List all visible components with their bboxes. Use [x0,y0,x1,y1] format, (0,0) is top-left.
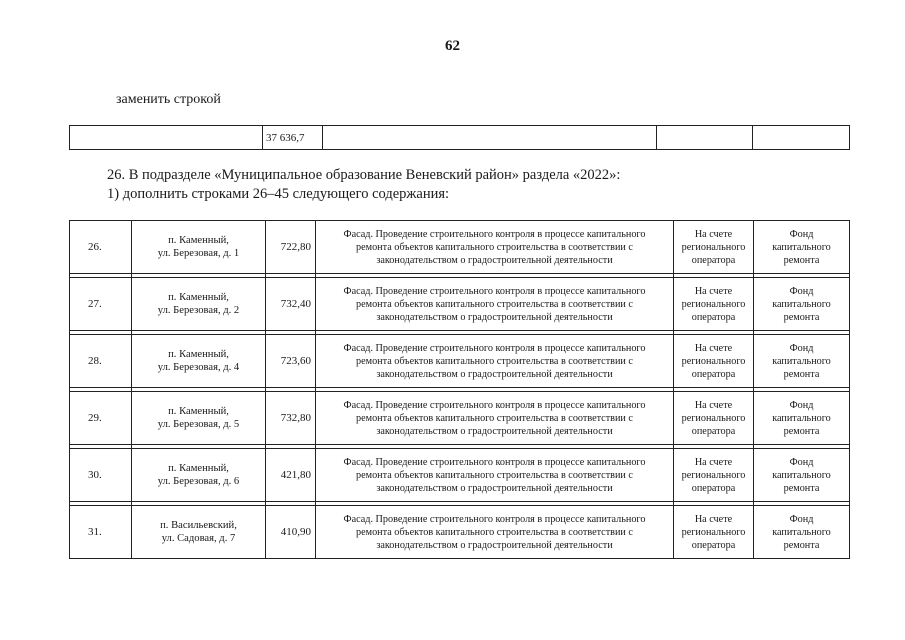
address-cell-line: ул. Березовая, д. 2 [157,305,240,316]
summary-row [70,126,850,150]
account-cell-line: регионального [681,241,746,253]
row-number: 27. [70,278,132,331]
work-description-cell-line: Фасад. Проведение строительного контроля в процессе капитального [343,456,646,468]
account-cell-line: оператора [691,311,736,323]
summary-cell-work [323,126,657,150]
fund-cell [754,221,850,274]
work-description-cell-line: законодательством о градостроительной деятельности [376,311,613,323]
address-cell-line: ул. Березовая, д. 4 [157,362,240,373]
address-cell [132,506,266,559]
area-cell: 723,60 [266,335,316,388]
fund-cell-line: ремонта [783,425,820,437]
fund-cell [754,335,850,388]
fund-cell-line: ремонта [783,539,820,551]
account-cell [674,392,754,445]
work-description-cell-line: законодательством о градостроительной деятельности [376,425,613,437]
fund-cell [754,392,850,445]
address-cell-line: п. Каменный, [168,406,229,417]
table-row [70,335,850,388]
work-description-cell-line: законодательством о градостроительной деятельности [376,539,613,551]
address-cell-line: п. Каменный, [168,463,229,474]
account-cell-line: оператора [691,368,736,380]
address-cell [132,392,266,445]
account-cell-line: На счете [694,228,733,240]
account-cell-line: оператора [691,425,736,437]
work-description-cell-line: Фасад. Проведение строительного контроля в процессе капитального [343,285,646,297]
address-cell-line: ул. Березовая, д. 6 [157,476,240,487]
account-cell-line: На счете [694,342,733,354]
area-cell: 722,80 [266,221,316,274]
row-number: 31. [70,506,132,559]
account-cell-line: регионального [681,298,746,310]
data-table [69,220,850,559]
work-description-cell-line: ремонта объектов капитального строительства в соответствии с [356,526,633,538]
fund-cell-line: ремонта [783,368,820,380]
address-cell [132,449,266,502]
area-cell: 421,80 [266,449,316,502]
account-cell-line: регионального [681,412,746,424]
work-description-cell [316,506,674,559]
address-cell [132,278,266,331]
account-cell-line: На счете [694,456,733,468]
account-cell-line: На счете [694,285,733,297]
work-description-cell-line: Фасад. Проведение строительного контроля в процессе капитального [343,342,646,354]
data-table-body [70,221,850,559]
fund-cell-line: капитального [772,355,831,367]
fund-cell-line: капитального [772,412,831,424]
work-description-cell [316,392,674,445]
table-row [70,278,850,331]
table-row [70,449,850,502]
address-cell-line: ул. Березовая, д. 5 [157,419,240,430]
section-heading [107,166,620,204]
address-cell-line: п. Васильевский, [160,520,237,531]
work-description-cell [316,278,674,331]
work-description-cell-line: ремонта объектов капитального строительства в соответствии с [356,355,633,367]
summary-cell-name [70,126,263,150]
row-number: 29. [70,392,132,445]
work-description-cell-line: законодательством о градостроительной деятельности [376,482,613,494]
section-heading-line-2: 1) дополнить строками 26–45 следующего содержания: [107,186,450,202]
work-description-cell [316,335,674,388]
work-description-cell-line: ремонта объектов капитального строительства в соответствии с [356,469,633,481]
work-description-cell-line: ремонта объектов капитального строительства в соответствии с [356,298,633,310]
fund-cell-line: Фонд [789,342,814,354]
account-cell-line: На счете [694,513,733,525]
fund-cell-line: Фонд [789,228,814,240]
fund-cell-line: Фонд [789,456,814,468]
row-number: 30. [70,449,132,502]
address-cell-line: п. Каменный, [168,292,229,303]
address-cell-line: п. Каменный, [168,349,229,360]
table-row [70,221,850,274]
work-description-cell [316,221,674,274]
account-cell-line: регионального [681,355,746,367]
work-description-cell-line: Фасад. Проведение строительного контроля в процессе капитального [343,399,646,411]
account-cell [674,506,754,559]
fund-cell [754,449,850,502]
fund-cell-line: капитального [772,469,831,481]
address-cell [132,221,266,274]
replace-instruction: заменить строкой [116,92,221,107]
work-description-cell-line: Фасад. Проведение строительного контроля в процессе капитального [343,228,646,240]
account-cell-line: На счете [694,399,733,411]
fund-cell-line: Фонд [789,513,814,525]
account-cell-line: оператора [691,254,736,266]
work-description-cell-line: Фасад. Проведение строительного контроля в процессе капитального [343,513,646,525]
account-cell-line: регионального [681,469,746,481]
work-description-cell-line: ремонта объектов капитального строительства в соответствии с [356,412,633,424]
address-cell [132,335,266,388]
fund-cell-line: ремонта [783,311,820,323]
work-description-cell-line: ремонта объектов капитального строительства в соответствии с [356,241,633,253]
summary-table [69,125,850,150]
section-heading-line-1: 26. В подразделе «Муниципальное образование Веневский район» раздела «2022»: [107,167,621,183]
area-cell: 410,90 [266,506,316,559]
address-cell-line: ул. Садовая, д. 7 [161,533,236,544]
account-cell [674,221,754,274]
work-description-cell-line: законодательством о градостроительной деятельности [376,254,613,266]
work-description-cell-line: законодательством о градостроительной деятельности [376,368,613,380]
fund-cell-line: Фонд [789,285,814,297]
summary-cell-fund [753,126,850,150]
account-cell [674,278,754,331]
row-number: 28. [70,335,132,388]
address-cell-line: п. Каменный, [168,235,229,246]
fund-cell-line: капитального [772,526,831,538]
table-row [70,506,850,559]
fund-cell-line: Фонд [789,399,814,411]
fund-cell [754,506,850,559]
work-description-cell [316,449,674,502]
fund-cell-line: ремонта [783,482,820,494]
address-cell-line: ул. Березовая, д. 1 [157,248,240,259]
summary-cell-area: 37 636,7 [263,126,323,150]
fund-cell [754,278,850,331]
account-cell-line: оператора [691,539,736,551]
account-cell [674,449,754,502]
area-cell: 732,80 [266,392,316,445]
fund-cell-line: ремонта [783,254,820,266]
account-cell [674,335,754,388]
page-number: 62 [445,38,460,54]
table-row [70,392,850,445]
fund-cell-line: капитального [772,298,831,310]
summary-cell-account [657,126,753,150]
area-cell: 732,40 [266,278,316,331]
account-cell-line: оператора [691,482,736,494]
row-number: 26. [70,221,132,274]
account-cell-line: регионального [681,526,746,538]
fund-cell-line: капитального [772,241,831,253]
